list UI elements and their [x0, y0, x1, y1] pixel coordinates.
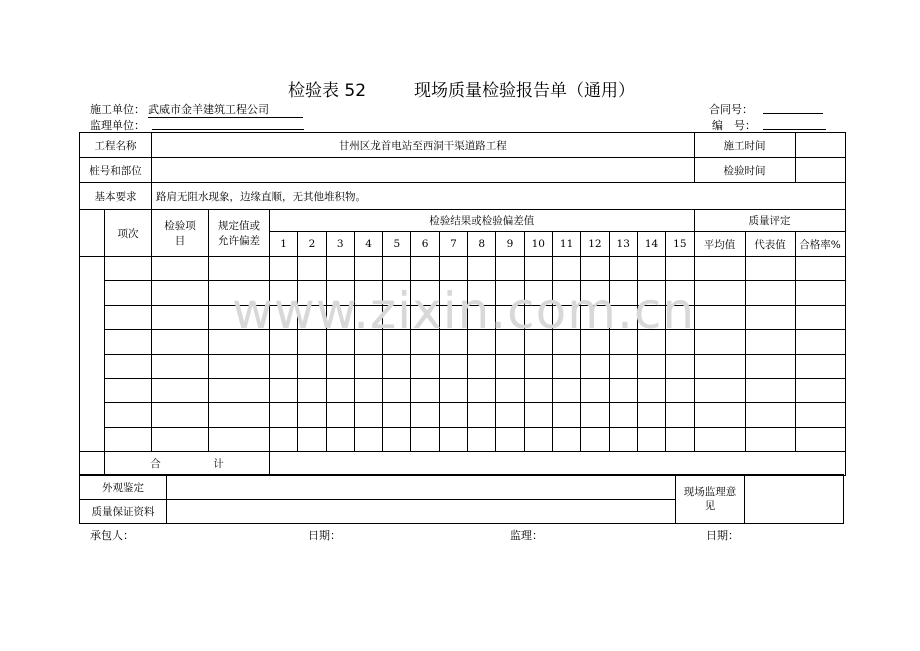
construction-time-label: 施工时间	[694, 133, 795, 158]
table-cell[interactable]	[383, 257, 411, 281]
table-cell[interactable]	[439, 403, 467, 427]
table-cell[interactable]	[326, 354, 354, 378]
table-cell[interactable]	[745, 378, 795, 402]
appearance-table	[79, 474, 844, 524]
station-cell[interactable]	[152, 158, 695, 183]
table-cell[interactable]	[152, 427, 209, 451]
table-cell[interactable]	[694, 330, 745, 354]
appearance-label: 外观鉴定	[80, 475, 167, 500]
table-cell[interactable]	[581, 378, 609, 402]
table-cell[interactable]	[468, 403, 496, 427]
results-header: 检验结果或检验偏差值	[270, 210, 695, 232]
table-cell[interactable]	[354, 257, 382, 281]
table-cell[interactable]	[105, 354, 152, 378]
table-cell[interactable]	[496, 378, 524, 402]
page-title: 现场质量检验报告单（通用）	[414, 81, 635, 101]
table-cell[interactable]	[496, 354, 524, 378]
result-col-3: 3	[326, 232, 354, 257]
table-cell[interactable]	[745, 257, 795, 281]
table-cell[interactable]	[152, 305, 209, 329]
table-cell[interactable]	[552, 378, 580, 402]
table-cell[interactable]	[383, 427, 411, 451]
table-cell[interactable]	[795, 354, 845, 378]
left-spacer	[80, 210, 105, 257]
table-cell[interactable]	[354, 427, 382, 451]
total-cell[interactable]	[270, 452, 846, 476]
table-cell[interactable]	[270, 378, 298, 402]
supervision-unit-label: 监理单位：	[90, 119, 145, 132]
quality-header: 质量评定	[694, 210, 845, 232]
table-cell[interactable]	[581, 257, 609, 281]
table-cell[interactable]	[270, 403, 298, 427]
table-cell[interactable]	[105, 257, 152, 281]
date-label-2: 日期：	[706, 529, 739, 542]
table-cell[interactable]	[609, 354, 637, 378]
basic-req-label: 基本要求	[80, 183, 152, 210]
table-cell[interactable]	[209, 354, 270, 378]
table-cell[interactable]	[609, 257, 637, 281]
table-cell[interactable]	[581, 354, 609, 378]
inspection-time-label: 检验时间	[694, 158, 795, 183]
result-col-13: 13	[609, 232, 637, 257]
table-cell[interactable]	[581, 427, 609, 451]
result-col-5: 5	[383, 232, 411, 257]
table-cell[interactable]	[152, 378, 209, 402]
table-cell[interactable]	[552, 403, 580, 427]
table-cell[interactable]	[795, 281, 845, 305]
table-cell[interactable]	[105, 403, 152, 427]
table-cell[interactable]	[637, 378, 665, 402]
appearance-cell[interactable]	[167, 475, 676, 500]
table-cell[interactable]	[795, 305, 845, 329]
quality-col-2: 合格率%	[795, 232, 845, 257]
table-cell[interactable]	[354, 403, 382, 427]
table-row	[80, 257, 846, 281]
table-row	[80, 354, 846, 378]
table-cell[interactable]	[439, 378, 467, 402]
table-cell[interactable]	[694, 427, 745, 451]
table-cell[interactable]	[609, 403, 637, 427]
table-cell[interactable]	[524, 427, 552, 451]
table-cell[interactable]	[637, 427, 665, 451]
table-cell[interactable]	[609, 378, 637, 402]
table-cell[interactable]	[468, 354, 496, 378]
contract-no-label: 合同号：	[709, 103, 753, 116]
result-col-14: 14	[637, 232, 665, 257]
table-row	[80, 378, 846, 402]
quality-docs-label: 质量保证资料	[80, 500, 167, 524]
table-cell[interactable]	[795, 330, 845, 354]
table-cell[interactable]	[637, 257, 665, 281]
table-cell[interactable]	[468, 257, 496, 281]
table-cell[interactable]	[326, 427, 354, 451]
table-cell[interactable]	[383, 403, 411, 427]
row-spacer	[80, 257, 105, 452]
table-cell[interactable]	[270, 354, 298, 378]
table-cell[interactable]	[694, 257, 745, 281]
table-cell[interactable]	[552, 354, 580, 378]
form-number: 检验表 52	[288, 81, 367, 101]
table-cell[interactable]	[411, 378, 439, 402]
table-cell[interactable]	[105, 427, 152, 451]
table-cell[interactable]	[468, 378, 496, 402]
table-cell[interactable]	[383, 354, 411, 378]
table-cell[interactable]	[666, 257, 694, 281]
table-cell[interactable]	[298, 378, 326, 402]
result-col-10: 10	[524, 232, 552, 257]
table-cell[interactable]	[209, 427, 270, 451]
table-cell[interactable]	[795, 378, 845, 402]
table-cell[interactable]	[152, 257, 209, 281]
table-cell[interactable]	[694, 305, 745, 329]
table-cell[interactable]	[468, 427, 496, 451]
table-cell[interactable]	[326, 378, 354, 402]
result-col-2: 2	[298, 232, 326, 257]
table-cell[interactable]	[745, 427, 795, 451]
table-cell[interactable]	[383, 378, 411, 402]
table-cell[interactable]	[209, 378, 270, 402]
table-cell[interactable]	[795, 257, 845, 281]
result-col-15: 15	[666, 232, 694, 257]
table-cell[interactable]	[552, 427, 580, 451]
inspection-time-cell[interactable]	[795, 158, 845, 183]
table-cell[interactable]	[270, 257, 298, 281]
table-cell[interactable]	[666, 378, 694, 402]
table-cell[interactable]	[496, 403, 524, 427]
spec-value-header: 规定值或允许偏差	[209, 210, 270, 257]
item-no-header: 项次	[105, 210, 152, 257]
table-cell[interactable]	[152, 354, 209, 378]
table-cell[interactable]	[581, 403, 609, 427]
table-cell[interactable]	[496, 257, 524, 281]
result-col-7: 7	[439, 232, 467, 257]
result-col-6: 6	[411, 232, 439, 257]
supervisor-label: 监理：	[510, 529, 543, 542]
table-cell[interactable]	[524, 378, 552, 402]
quality-col-0: 平均值	[694, 232, 745, 257]
table-cell[interactable]	[298, 403, 326, 427]
table-cell[interactable]	[411, 257, 439, 281]
table-cell[interactable]	[666, 403, 694, 427]
total-label: 合 计	[105, 452, 270, 476]
table-cell[interactable]	[326, 257, 354, 281]
supervisor-opinion-cell[interactable]	[745, 475, 844, 524]
table-cell[interactable]	[105, 305, 152, 329]
table-cell[interactable]	[152, 403, 209, 427]
table-row	[80, 427, 846, 451]
table-cell[interactable]	[694, 354, 745, 378]
table-cell[interactable]	[745, 305, 795, 329]
total-spacer	[80, 452, 105, 476]
supervision-unit-field[interactable]	[152, 117, 304, 130]
construction-time-cell[interactable]	[795, 133, 845, 158]
table-cell[interactable]	[694, 281, 745, 305]
contract-no-field[interactable]	[763, 101, 823, 114]
serial-no-field[interactable]	[763, 117, 826, 130]
table-cell[interactable]	[105, 330, 152, 354]
table-cell[interactable]	[209, 403, 270, 427]
table-cell[interactable]	[411, 427, 439, 451]
table-cell[interactable]	[524, 403, 552, 427]
station-label: 桩号和部位	[80, 158, 152, 183]
table-row	[80, 403, 846, 427]
table-cell[interactable]	[439, 354, 467, 378]
table-cell[interactable]	[552, 257, 580, 281]
table-cell[interactable]	[439, 257, 467, 281]
table-cell[interactable]	[694, 403, 745, 427]
contractor-label: 承包人：	[90, 529, 134, 542]
table-cell[interactable]	[298, 257, 326, 281]
quality-docs-cell[interactable]	[167, 500, 676, 524]
project-name-label: 工程名称	[80, 133, 152, 158]
basic-req-value: 路肩无阻水现象，边缘直顺，无其他堆积物。	[152, 183, 846, 210]
date-label-1: 日期：	[308, 529, 341, 542]
table-cell[interactable]	[152, 281, 209, 305]
inspect-item-header: 检验项目	[152, 210, 209, 257]
construction-unit-value: 武威市金羊建筑工程公司	[148, 101, 303, 118]
result-col-11: 11	[552, 232, 580, 257]
result-col-1: 1	[270, 232, 298, 257]
table-cell[interactable]	[637, 403, 665, 427]
result-col-4: 4	[354, 232, 382, 257]
result-col-12: 12	[581, 232, 609, 257]
quality-col-1: 代表值	[745, 232, 795, 257]
table-cell[interactable]	[694, 378, 745, 402]
serial-no-label: 编 号：	[712, 119, 756, 132]
table-cell[interactable]	[411, 403, 439, 427]
table-cell[interactable]	[411, 354, 439, 378]
table-cell[interactable]	[152, 330, 209, 354]
table-cell[interactable]	[524, 257, 552, 281]
result-col-8: 8	[468, 232, 496, 257]
table-cell[interactable]	[745, 403, 795, 427]
table-cell[interactable]	[209, 257, 270, 281]
table-cell[interactable]	[745, 354, 795, 378]
project-name-value: 甘州区龙首电站至西洞干渠道路工程	[152, 133, 695, 158]
result-col-9: 9	[496, 232, 524, 257]
table-cell[interactable]	[666, 427, 694, 451]
table-cell[interactable]	[666, 354, 694, 378]
table-cell[interactable]	[795, 403, 845, 427]
table-cell[interactable]	[439, 427, 467, 451]
table-cell[interactable]	[354, 378, 382, 402]
table-cell[interactable]	[745, 281, 795, 305]
table-cell[interactable]	[105, 378, 152, 402]
table-cell[interactable]	[496, 427, 524, 451]
table-cell[interactable]	[609, 427, 637, 451]
table-cell[interactable]	[354, 354, 382, 378]
table-cell[interactable]	[795, 427, 845, 451]
table-cell[interactable]	[298, 427, 326, 451]
watermark: www.zixin.com.cn	[232, 282, 696, 340]
table-cell[interactable]	[745, 330, 795, 354]
table-cell[interactable]	[270, 427, 298, 451]
table-cell[interactable]	[298, 354, 326, 378]
table-cell[interactable]	[326, 403, 354, 427]
supervisor-opinion-label: 现场监理意 见	[676, 475, 745, 524]
table-cell[interactable]	[524, 354, 552, 378]
table-cell[interactable]	[637, 354, 665, 378]
table-cell[interactable]	[105, 281, 152, 305]
construction-unit-label: 施工单位：	[90, 103, 145, 116]
